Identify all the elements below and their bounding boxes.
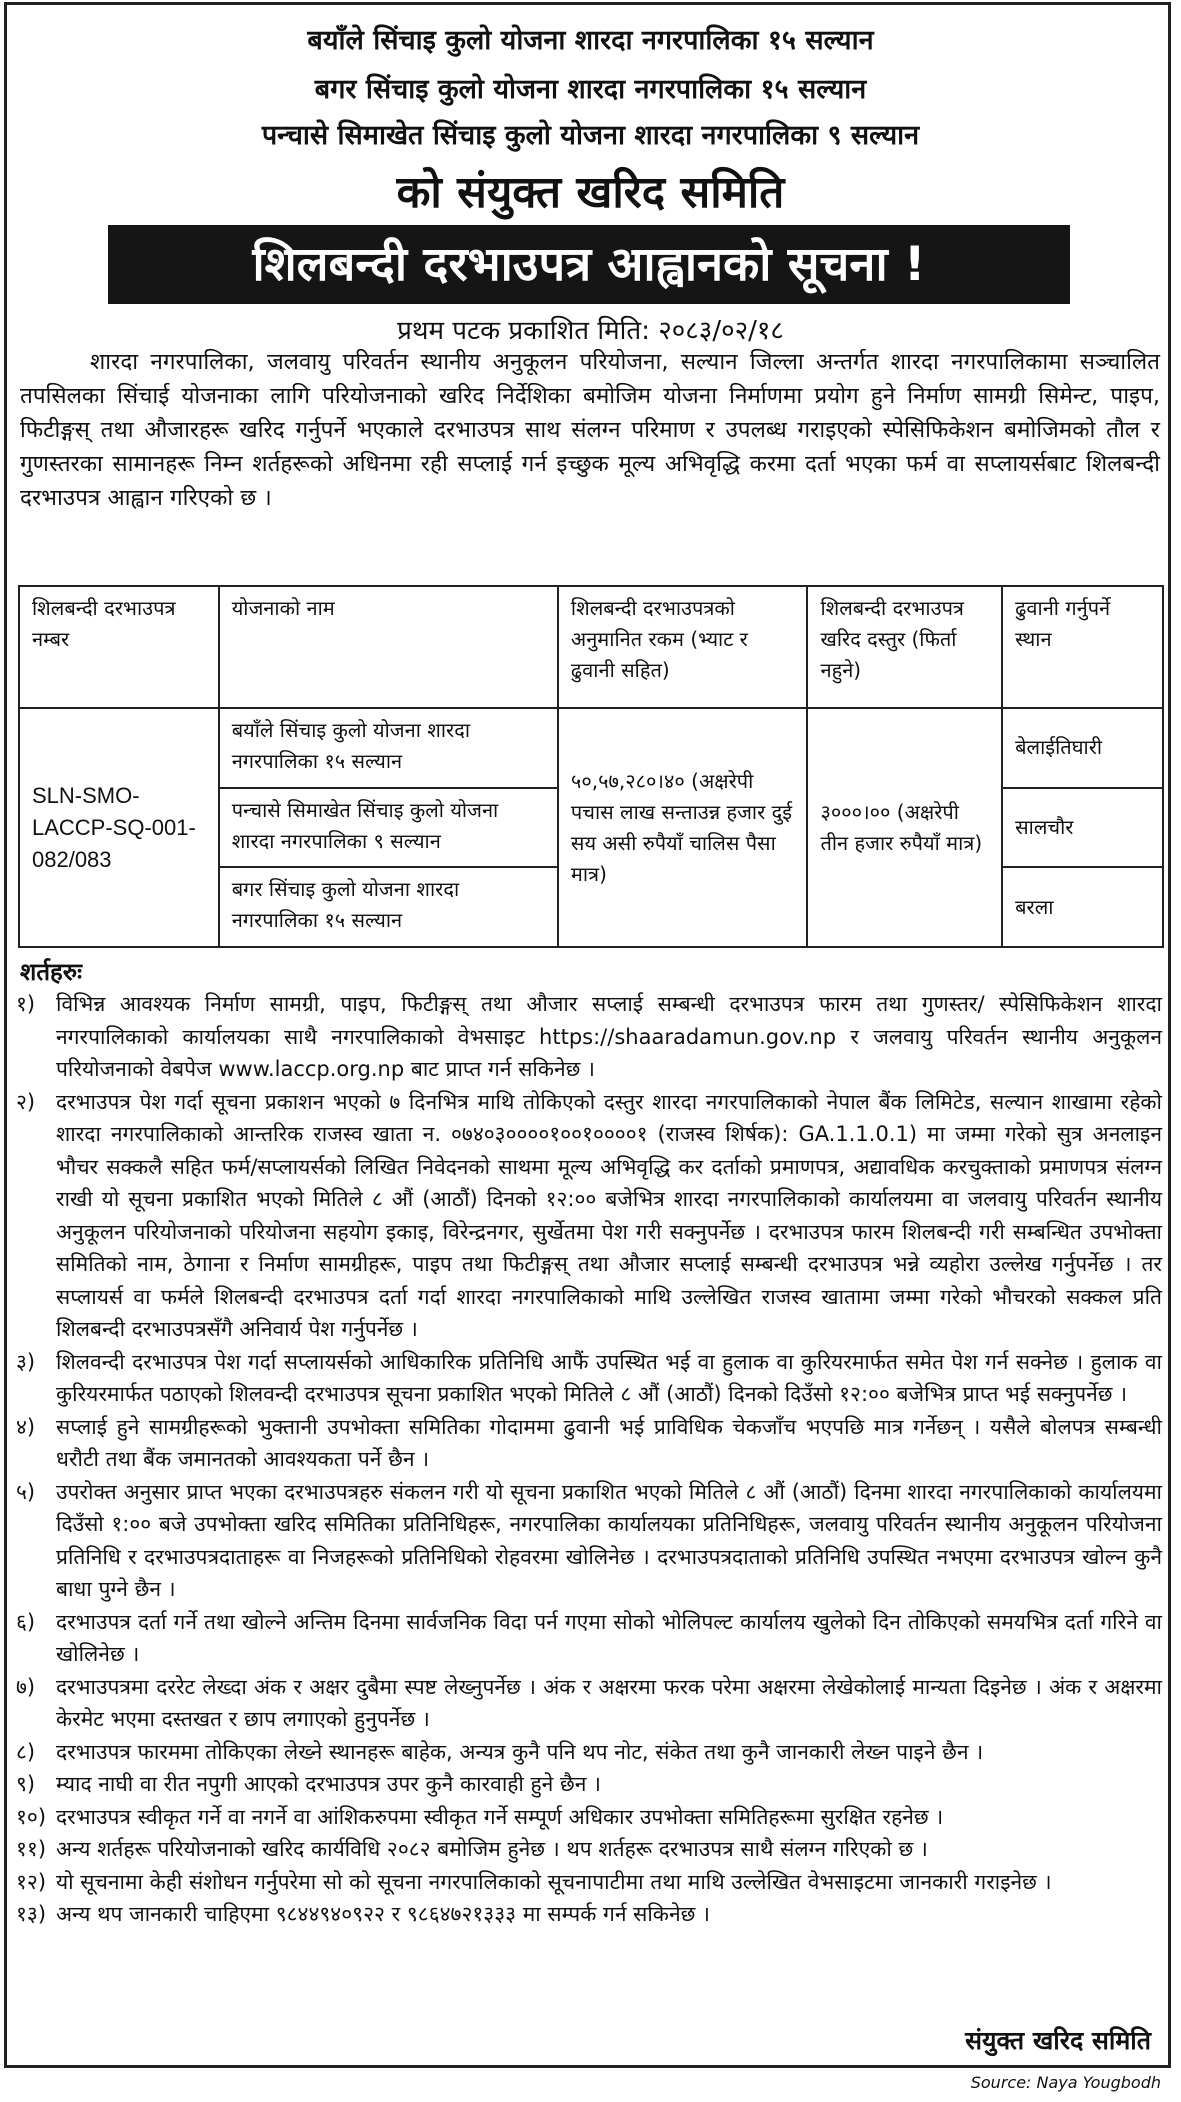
term-number: ८) — [16, 1739, 36, 1764]
term-item — [16, 1476, 1162, 1606]
term-text: दरभाउपत्र दर्ता गर्ने तथा खोल्ने अन्तिम दिनमा सार्वजनिक विदा पर्न गएमा सोको भोलिपल्ट कार्यालय खुलेको दिन तोकिएको समयभित्र दर्ता गरिने वा खोलिनेछ । — [56, 1609, 1162, 1666]
term-text: अन्य शर्तहरू परियोजनाको खरिद कार्यविधि २०८२ बमोजिम हुनेछ । थप शर्तहरू दरभाउपत्र साथै संलग्न गरिएको छ । — [56, 1837, 928, 1861]
term-number: ३) — [16, 1349, 36, 1374]
terms-list — [16, 988, 1162, 1931]
table-row — [19, 708, 1163, 788]
term-text: म्याद नाघी वा रीत नपुगी आएको दरभाउपत्र उपर कुनै कारवाही हुने छैन । — [56, 1772, 602, 1796]
purchase-fee: ३०००।०० (अक्षरेपी तीन हजार रुपैयाँ मात्र) — [807, 708, 1002, 947]
term-number: ७) — [16, 1674, 36, 1699]
project-name-3: बगर सिंचाइ कुलो योजना शारदा नगरपालिका १५ सल्यान — [219, 867, 558, 947]
term-item — [16, 988, 1162, 1086]
location-2: सालचौर — [1002, 788, 1163, 868]
term-item — [16, 1736, 1162, 1769]
term-number: ९) — [16, 1772, 36, 1796]
term-number: ४) — [16, 1414, 36, 1439]
term-item — [16, 1801, 1162, 1834]
term-item — [16, 1606, 1162, 1671]
term-text: उपरोक्त अनुसार प्राप्त भएका दरभाउपत्रहरु संकलन गरी यो सूचना प्रकाशित भएको मितिले ८ औं (आठौं) दिनमा शारदा नगरपालिकाको कार्यालयमा दिउँसो १:०० बजे उपभोक्ता खरिद समितिका प्रतिनिधिहरू, नगरपालिका कार्यालयका प्रतिनिधिहरू, जलवायु परिवर्तन स्थानीय अनुकूलन परियोजना प्रतिनिधि र दरभाउपत्रदाताहरू वा निजहरूको प्रतिनिधिको रोहवरमा खोलिनेछ । दरभाउपत्रदाताको प्रतिनिधि उपस्थित नभएमा दरभाउपत्र खोल्न कुनै बाधा पुग्ने छैन । — [56, 1479, 1162, 1601]
header-bid-no: शिलबन्दी दरभाउपत्र नम्बर — [19, 586, 219, 708]
term-item — [16, 1833, 1162, 1866]
header-line-2: बगर सिंचाइ कुलो योजना शारदा नगरपालिका १५ सल्यान — [314, 74, 867, 105]
term-number: ११) — [16, 1837, 47, 1861]
header-estimated-amount: शिलबन्दी दरभाउपत्रको अनुमानित रकम (भ्याट र ढुवानी सहित) — [558, 586, 808, 708]
bid-number: SLN-SMO-LACCP-SQ-001-082/083 — [19, 708, 219, 947]
term-item — [16, 1898, 1162, 1931]
header-line-1: बयाँले सिंचाइ कुलो योजना शारदा नगरपालिका १५ सल्यान — [307, 25, 874, 56]
term-item — [16, 1086, 1162, 1346]
header-delivery-location: ढुवानी गर्नुपर्ने स्थान — [1002, 586, 1163, 708]
term-number: १) — [16, 992, 36, 1016]
term-text: दरभाउपत्र फारममा तोकिएका लेख्ने स्थानहरू बाहेक, अन्यत्र कुनै पनि थप नोट, संकेत तथा कुनै जानकारी लेख्न पाइने छैन । — [56, 1739, 984, 1764]
publish-date: प्रथम पटक प्रकाशित मिति: २०८३/०२/१८ — [397, 316, 784, 346]
notice-banner: शिलबन्दी दरभाउपत्र आह्वानको सूचना ! — [108, 225, 1070, 304]
term-item — [16, 1411, 1162, 1476]
header-line-3: पन्चासे सिमाखेत सिंचाइ कुलो योजना शारदा नगरपालिका ९ सल्यान — [261, 120, 920, 151]
location-3: बरला — [1002, 867, 1163, 947]
term-text: शिलवन्दी दरभाउपत्र पेश गर्दा सप्लायर्सको आधिकारिक प्रतिनिधि आफैं उपस्थित भई वा हुलाक वा कुरियरमार्फत समेत पेश गर्न सक्नेछ । हुलाक वा कुरियरमार्फत पठाएको शिलवन्दी दरभाउपत्र सूचना प्रकाशित भएको मितिले ८ औं (आठौं) दिनको दिउँसो १२:०० बजेभित्र प्राप्त भई सक्नुपर्नेछ । — [56, 1349, 1162, 1406]
term-text: दरभाउपत्र पेश गर्दा सूचना प्रकाशन भएको ७ दिनभित्र माथि तोकिएको दस्तुर शारदा नगरपालिकाको नेपाल बैंक लिमिटेड, सल्यान शाखामा रहेको शारदा नगरपालिकाको आन्तरिक राजस्व खाता न. ०७४०३००००१००१००००१ (राजस्व शिर्षक): GA.1.1.0.1) मा जम्मा गरेको सुत्र अनलाइन भौचर सक्कलै सहित फर्म/सप्लायर्सको लिखित निवेदनको साथमा मूल्य अभिवृद्धि कर दर्ताको प्रमाणपत्र, अद्यावधिक करचुक्ताको प्रमाणपत्र संलग्न राखी यो सूचना प्रकाशित भएको मितिले ८ औं (आठौं) दिनको १२:०० बजेभित्र शारदा नगरपालिकाको कार्यालयमा वा जलवायु परिवर्तन स्थानीय अनुकूलन परियोजनाको परियोजना सहयोग इकाइ, विरेन्द्रनगर, सुर्खेतमा पेश गरी सक्नुपर्नेछ । दरभाउपत्र फारम शिलबन्दी गरी सम्बन्धित उपभोक्ता समितिको नाम, ठेगाना र निर्माण सामग्रीहरू, पाइप तथा फिटीङ्गस् तथा औजार सप्लाई सम्बन्धी दरभाउपत्र भन्ने व्यहोरा उल्लेख गर्नुपर्नेछ । तर सप्लायर्स वा फर्मले शिलबन्दी दरभाउपत्र दर्ता गर्दा शारदा नगरपालिकाको माथि उल्लेखित राजस्व खातामा जम्मा गरेको भौचरको सक्कल प्रति शिलबन्दी दरभाउपत्रसँगै अनिवार्य पेश गर्नुपर्नेछ । — [56, 1089, 1162, 1341]
term-item — [16, 1346, 1162, 1411]
table-header-row — [19, 586, 1163, 708]
header-project-name: योजनाको नाम — [219, 586, 558, 708]
term-number: २) — [16, 1089, 36, 1114]
term-item — [16, 1768, 1162, 1801]
term-number: १३) — [16, 1902, 47, 1926]
committee-title: को संयुक्त खरिद समिति — [396, 167, 785, 218]
term-number: ६) — [16, 1609, 36, 1634]
estimated-amount: ५०,५७,२८०।४० (अक्षरेपी पचास लाख सन्ताउन्न हजार दुई सय असी रुपैयाँ चालिस पैसा मात्र) — [558, 708, 808, 947]
project-name-1: बयाँले सिंचाइ कुलो योजना शारदा नगरपालिका १५ सल्यान — [219, 708, 558, 788]
terms-title: शर्तहरुः — [20, 958, 82, 986]
term-text: अन्य थप जानकारी चाहिएमा ९८४४९४०९२२ र ९८६४७२१३३३ मा सम्पर्क गर्न सकिनेछ । — [56, 1902, 710, 1926]
project-name-2: पन्चासे सिमाखेत सिंचाइ कुलो योजना शारदा नगरपालिका ९ सल्यान — [219, 788, 558, 868]
header-purchase-fee: शिलबन्दी दरभाउपत्र खरिद दस्तुर (फिर्ता नहुने) — [807, 586, 1002, 708]
term-number: १०) — [16, 1804, 47, 1829]
term-text: विभिन्न आवश्यक निर्माण सामग्री, पाइप, फिटीङ्गस् तथा औजार सप्लाई सम्बन्धी दरभाउपत्र फारम तथा गुणस्तर/ स्पेसिफिकेशन शारदा नगरपालिकाको कार्यालयका साथै नगरपालिकाको वेभसाइट https://shaaradamun.gov.np र जलवायु परिवर्तन स्थानीय अनुकूलन परियोजनाको वेबपेज www.laccp.org.np बाट प्राप्त गर्न सकिनेछ । — [56, 992, 1162, 1081]
signature: संयुक्त खरिद समिति — [965, 2026, 1151, 2055]
intro-paragraph: शारदा नगरपालिका, जलवायु परिवर्तन स्थानीय अनुकूलन परियोजना, सल्यान जिल्ला अन्तर्गत शारदा नगरपालिकामा सञ्चालित तपसिलका सिंचाई योजनाका लागि परियोजनाको खरिद निर्देशिका बमोजिम योजना निर्माणमा प्रयोग हुने निर्माण सामग्री सिमेन्ट, पाइप, फिटीङ्गस् तथा औजारहरू खरिद गर्नुपर्ने भएकाले दरभाउपत्र साथ संलग्न परिमाण र उपलब्ध गराइएको स्पेसिफिकेशन बमोजिमको तौल र गुणस्तरका सामानहरू निम्न शर्तहरूको अधिनमा रही सप्लाई गर्न इच्छुक मूल्य अभिवृद्धि करमा दर्ता भएका फर्म वा सप्लायर्सबाट शिलबन्दी दरभाउपत्र आह्वान गरिएको छ । — [20, 349, 1160, 511]
source-credit: Source: Naya Yougbodh — [970, 2073, 1161, 2092]
location-1: बेलाईतिघारी — [1002, 708, 1163, 788]
term-text: दरभाउपत्र स्वीकृत गर्ने वा नगर्ने वा आंशिकरुपमा स्वीकृत गर्ने सम्पूर्ण अधिकार उपभोक्ता समितिहरूमा सुरक्षित रहनेछ । — [56, 1804, 944, 1829]
term-text: सप्लाई हुने सामग्रीहरूको भुक्तानी उपभोक्ता समितिका गोदाममा ढुवानी भई प्राविधिक चेकजाँच भएपछि मात्र गर्नेछन् । यसैले बोलपत्र सम्बन्धी धरौटी तथा बैंक जमानतको आवश्यकता पर्ने छैन । — [56, 1414, 1162, 1471]
tender-table — [18, 585, 1164, 948]
term-item — [16, 1671, 1162, 1736]
term-item — [16, 1866, 1162, 1899]
term-number: १२) — [16, 1869, 47, 1894]
term-text: दरभाउपत्रमा दररेट लेख्दा अंक र अक्षर दुबैमा स्पष्ट लेख्नुपर्नेछ । अंक र अक्षरमा फरक परेमा अक्षरमा लेखेकोलाई मान्यता दिइनेछ । अंक र अक्षरमा केरमेट भएमा दस्तखत र छाप लगाएको हुनुपर्नेछ । — [56, 1674, 1162, 1731]
term-number: ५) — [16, 1479, 36, 1504]
term-text: यो सूचनामा केही संशोधन गर्नुपरेमा सो को सूचना नगरपालिकाको सूचनापाटीमा तथा माथि उल्लेखित वेभसाइटमा जानकारी गराइनेछ । — [56, 1869, 1052, 1894]
